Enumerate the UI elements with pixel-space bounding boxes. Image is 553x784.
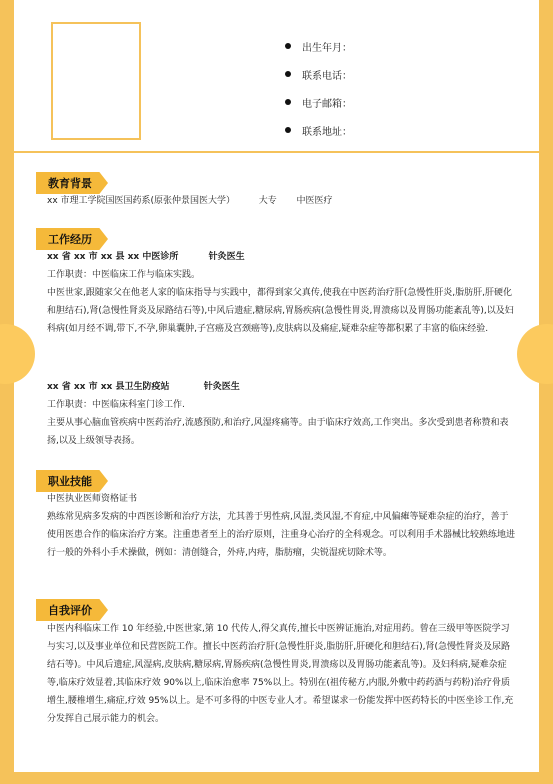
- contact-address: [285, 116, 352, 144]
- bullet-icon: [285, 127, 291, 133]
- section-education: [36, 172, 108, 194]
- contact-email: [285, 88, 352, 116]
- section-title: 自我评价: [48, 604, 92, 617]
- school-name: xx 市理工学院国医国药系(原张仲景国医大学）: [47, 196, 236, 206]
- self-body: [47, 620, 517, 728]
- certificate: 中医执业医师资格证书: [47, 494, 138, 504]
- right-border: [539, 0, 553, 784]
- section-skills: [36, 470, 108, 492]
- skills-body: [47, 490, 517, 562]
- contact-label: 联系地址：: [302, 126, 352, 138]
- contact-birth: [285, 32, 352, 60]
- section-title: 教育背景: [48, 177, 92, 190]
- skills-desc: 熟练常见病多发病的中西医诊断和治疗方法，尤其善于男性病,风湿,类风湿,不育症,中风偏瘫等疑难杂症的治疗，善于使用医患合作的临床治疗方案。注重患者至上的治疗原则，注重身心治疗的全科观念。可以利用手术器械比较熟练地进行一般的外科小手术操做，例如：清创缝合，外痔,内痔，脂肪瘤，尖锐湿疣切除术等。: [47, 512, 516, 558]
- bullet-icon: [285, 43, 291, 49]
- contact-label: 联系电话：: [302, 70, 352, 82]
- header-divider: [14, 151, 539, 153]
- section-self: [36, 599, 108, 621]
- decor-circle-right: [517, 324, 553, 384]
- job-org: xx 省 xx 市 xx 县 xx 中医诊所: [47, 252, 179, 262]
- section-title: 工作经历: [48, 233, 92, 246]
- section-title: 职业技能: [48, 475, 92, 488]
- job-org: xx 省 xx 市 xx 县卫生防疫站: [47, 382, 170, 392]
- job-1: [47, 248, 517, 338]
- education-line: [47, 192, 517, 210]
- contact-phone: [285, 60, 352, 88]
- job-2: [47, 378, 517, 450]
- bottom-border: [0, 772, 553, 784]
- job-duty: 工作职责：中医临床科室门诊工作.: [47, 400, 185, 410]
- section-work: [36, 228, 108, 250]
- job-title: [47, 248, 517, 266]
- bullet-icon: [285, 99, 291, 105]
- degree: 大专: [258, 196, 277, 206]
- job-desc: 中医世家,跟随家父在他老人家的临床指导与实践中，都得到家父真传,使我在中医药治疗肝(急慢性肝炎,脂肪肝,肝硬化和胆结石),肾(急慢性肾炎及尿路结石等),中风后遗症,糖尿病,胃肠疾病(急慢性胃炎,胃溃疡以及胃肠功能紊乱等),以及妇科病(如月经不调,带下,不孕,卵巢囊肿,子宫癌及宫颈癌等),皮肤病以及痛症,疑难杂症等都积累了丰富的临床经验.: [47, 288, 514, 334]
- job-role: 针灸医生: [203, 382, 240, 392]
- contact-info: [285, 32, 352, 144]
- decor-circle-left: [0, 324, 35, 384]
- job-role: 针灸医生: [208, 252, 245, 262]
- job-duty: 工作职责：中医临床工作与临床实践。: [47, 270, 201, 280]
- job-title: [47, 378, 517, 396]
- contact-label: 出生年月：: [302, 42, 352, 54]
- self-desc: 中医内科临床工作 10 年经验,中医世家,第 10 代传人,得父真传,擅长中医辨证施治,对症用药。曾在三级甲等医院学习与实习,以及事业单位和民营医院工作。擅长中医药治疗肝(急慢性肝炎,脂肪肝,肝硬化和胆结石),肾(急慢性肾炎及尿路结石等)。中风后遗症,风湿病,皮肤病,糖尿病,胃肠疾病(急慢性胃炎,胃溃疡以及胃肠功能紊乱等)。及妇科病,疑难杂症等,临床疗效显着,其临床疗效 90%以上,临床治愈率 75%以上。特别在(祖传秘方,内服,外敷中药药酒与药粉)治疗骨质增生,腰椎增生,痛症,疗效 95%以上。是不可多得的中医专业人才。希望谋求一份能发挥中医药特长的中医坐诊工作,充分发挥自己展示能力的机会。: [47, 624, 514, 724]
- job-desc: 主要从事心脑血管疾病中医药治疗,流感预防,和治疗,风湿疼痛等。由于临床疗效高,工作突出。多次受到患者称赞和表扬,以及上级领导表扬。: [47, 418, 509, 446]
- major: 中医医疗: [296, 196, 333, 206]
- contact-label: 电子邮箱：: [302, 98, 352, 110]
- bullet-icon: [285, 71, 291, 77]
- photo-placeholder: [51, 22, 141, 140]
- left-border: [0, 0, 14, 784]
